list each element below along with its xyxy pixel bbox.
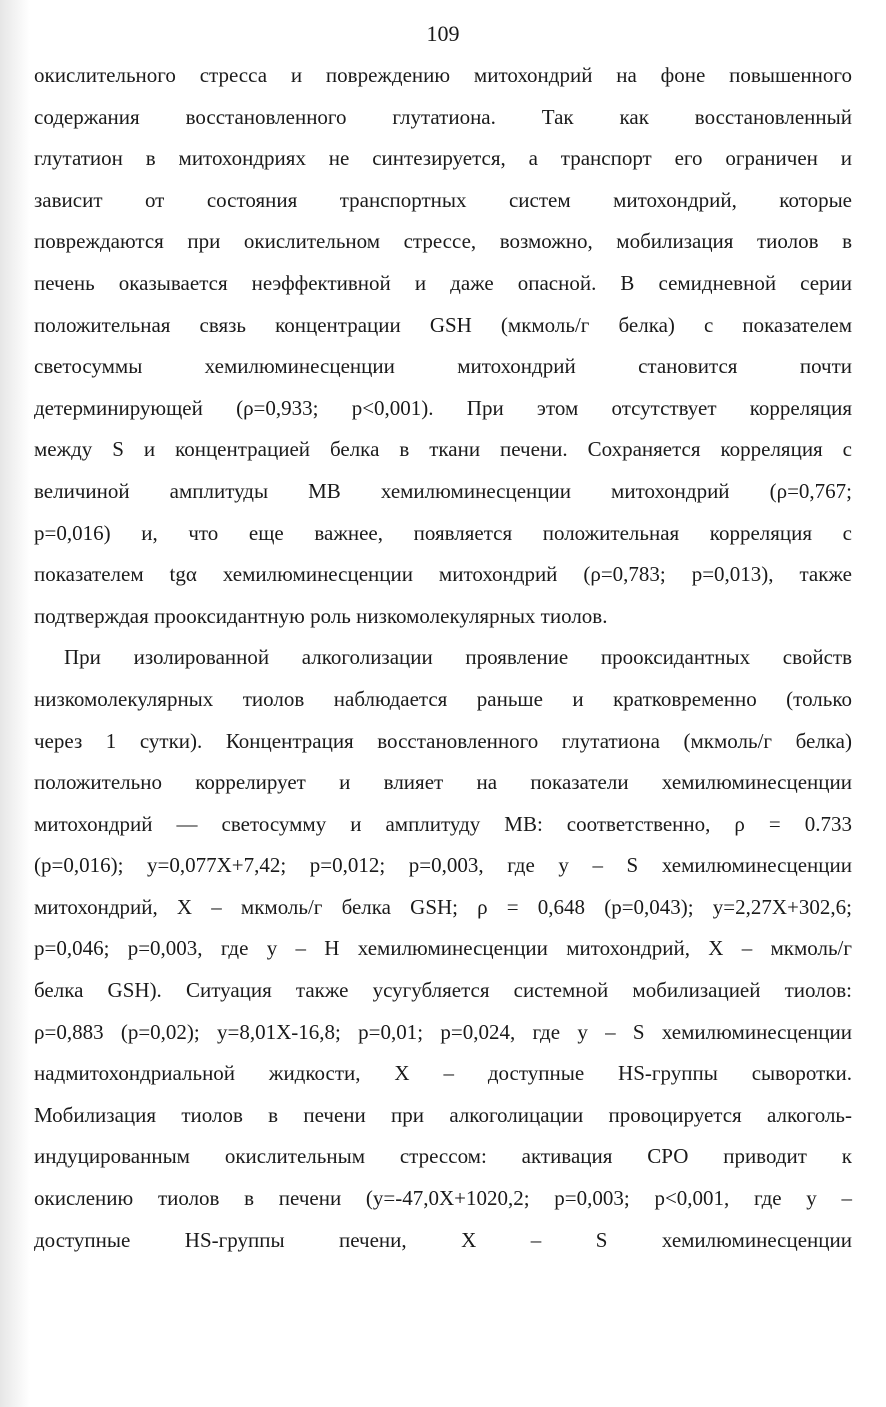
text-line: положительная связь концентрации GSH (мкмоль/г белка) с показателем (34, 312, 852, 337)
text-line: индуцированным окислительным стрессом: активация СРО приводит к (34, 1144, 852, 1169)
text-line: белка GSH). Ситуация также усугубляется системной мобилизацией тиолов: (34, 978, 852, 1003)
text-line: зависит от состояния транспортных систем митохондрий, которые (34, 187, 852, 212)
text-line: содержания восстановленного глутатиона. Так как восстановленный (34, 104, 852, 129)
text-line: подтверждая прооксидантную роль низкомолекулярных тиолов. (34, 603, 608, 628)
text-line: глутатион в митохондриях не синтезируется, а транспорт его ограничен и (34, 146, 852, 171)
text-line: p=0,046; p=0,003, где y – H хемилюминесценции митохондрий, X – мкмоль/г (34, 936, 852, 961)
text-line: через 1 сутки). Концентрация восстановленного глутатиона (мкмоль/г белка) (34, 728, 852, 753)
text-line: p=0,016) и, что еще важнее, появляется положительная корреляция с (34, 520, 852, 545)
paragraph (34, 55, 852, 637)
body-text (34, 55, 852, 1261)
text-line: ρ=0,883 (p=0,02); y=8,01X-16,8; p=0,01; p=0,024, где y – S хемилюминесценции (34, 1019, 852, 1044)
text-line: повреждаются при окислительном стрессе, возможно, мобилизация тиолов в (34, 229, 852, 254)
paragraph (34, 637, 852, 1261)
text-line: При изолированной алкоголизации проявление прооксидантных свойств (64, 645, 852, 670)
text-line: детерминирующей (ρ=0,933; p<0,001). При этом отсутствует корреляция (34, 395, 852, 420)
text-line: между S и концентрацией белка в ткани печени. Сохраняется корреляция с (34, 437, 852, 462)
text-line: окислительного стресса и повреждению митохондрий на фоне повышенного (34, 63, 852, 87)
text-line: низкомолекулярных тиолов наблюдается раньше и кратковременно (только (34, 686, 852, 711)
scan-edge-shadow (0, 0, 30, 1407)
text-line: Мобилизация тиолов в печени при алкоголицации провоцируется алкоголь- (34, 1102, 852, 1127)
text-line: окислению тиолов в печени (y=-47,0X+1020,2; p=0,003; p<0,001, где y – (34, 1186, 852, 1211)
text-line: доступные HS-группы печени, X – S хемилюминесценции (34, 1227, 852, 1252)
text-line: печень оказывается неэффективной и даже опасной. В семидневной серии (34, 270, 852, 295)
page-number: 109 (426, 21, 460, 46)
text-line: митохондрий, X – мкмоль/г белка GSH; ρ = 0,648 (p=0,043); y=2,27X+302,6; (34, 894, 852, 919)
text-line: светосуммы хемилюминесценции митохондрий становится почти (34, 354, 852, 379)
text-line: (p=0,016); y=0,077X+7,42; p=0,012; p=0,003, где y – S хемилюминесценции (34, 853, 852, 878)
text-line: митохондрий — светосумму и амплитуду МВ: соответственно, ρ = 0.733 (34, 811, 852, 836)
text-line: надмитохондриальной жидкости, X – доступные HS-группы сыворотки. (34, 1061, 852, 1086)
text-line: положительно коррелирует и влияет на показатели хемилюминесценции (34, 770, 852, 795)
text-line: величиной амплитуды МВ хемилюминесценции митохондрий (ρ=0,767; (34, 478, 852, 503)
text-line: показателем tgα хемилюминесценции митохондрий (ρ=0,783; p=0,013), также (34, 562, 852, 587)
